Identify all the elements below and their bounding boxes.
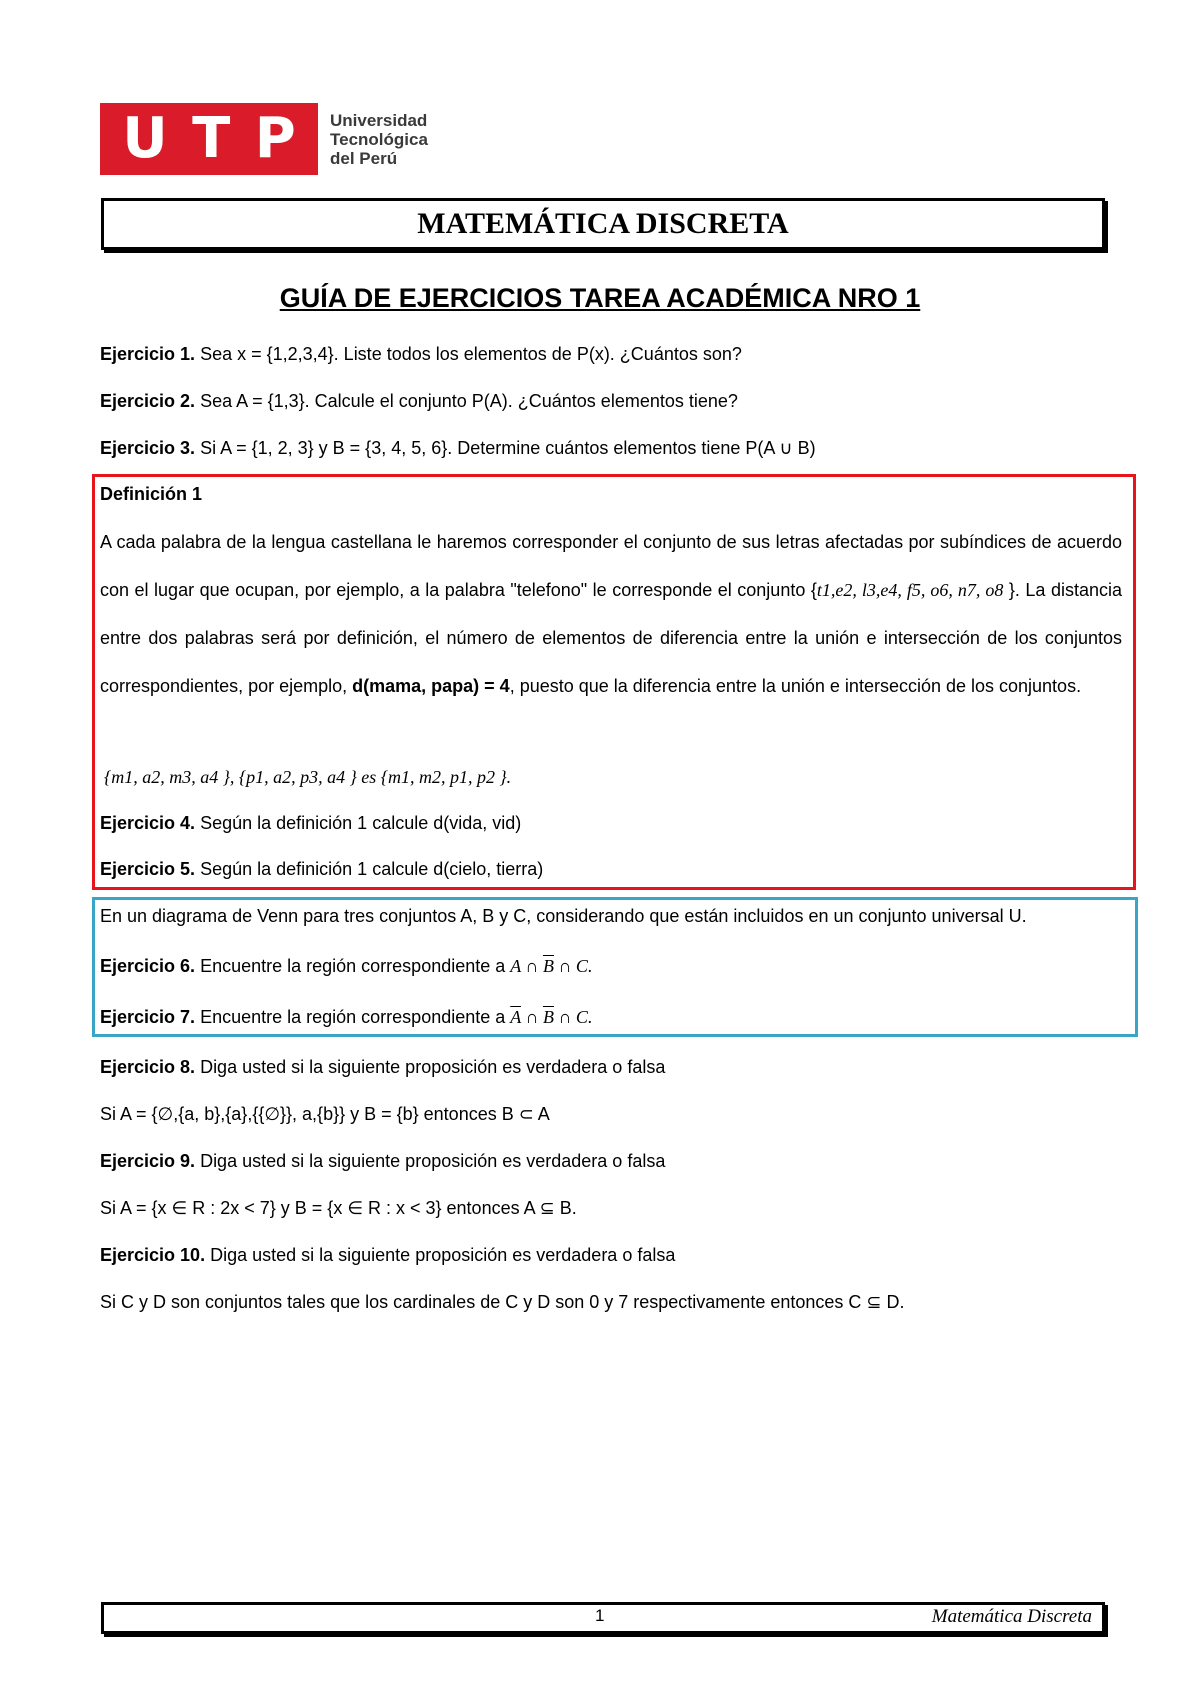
- exercise-4-label: Ejercicio 4.: [100, 813, 196, 833]
- exercise-7: [100, 1007, 592, 1028]
- definition-paragraph: [100, 518, 1122, 710]
- exercise-5-label: Ejercicio 5.: [100, 859, 196, 879]
- exercise-9-label: Ejercicio 9.: [100, 1151, 196, 1171]
- utp-logo: [100, 103, 428, 175]
- exercise-4-text: Según la definición 1 calcule d(vida, vid): [195, 813, 522, 833]
- exercise-10: [100, 1245, 675, 1266]
- exercise-4: [100, 813, 521, 834]
- exercise-6-math-b-complement: $\overline{B}$: [542, 956, 554, 976]
- exercise-9: [100, 1151, 665, 1172]
- exercise-1: [100, 344, 742, 365]
- exercise-7-math-a-complement: $\overline{A}$: [510, 1007, 521, 1027]
- definition-text-3: , puesto que la diferencia entre la unión e intersección de los conjuntos.: [509, 676, 1082, 696]
- exercise-6-text: Encuentre la región correspondiente a: [195, 956, 511, 976]
- exercise-2-text: Sea A = {1,3}. Calcule el conjunto P(A). ¿Cuántos elementos tiene?: [195, 391, 738, 411]
- title-box: [101, 198, 1105, 250]
- page-subtitle: GUÍA DE EJERCICIOS TAREA ACADÉMICA NRO 1: [279, 283, 921, 313]
- exercise-10-text: Diga usted si la siguiente proposición es verdadera o falsa: [205, 1245, 676, 1265]
- exercise-6-math-a: A ∩: [510, 956, 543, 976]
- exercise-6-label: Ejercicio 6.: [100, 956, 196, 976]
- exercise-6: [100, 956, 592, 977]
- logo-letter-u: U: [122, 106, 168, 171]
- exercise-7-math-c: ∩ C.: [553, 1007, 593, 1027]
- exercise-10-label: Ejercicio 10.: [100, 1245, 206, 1265]
- definition-text-1: A cada palabra de la lengua castellana le haremos corresponder el conjunto de sus letras afectadas por subíndices de acuerdo con el lugar que ocupan, por ejemplo, a la palabra "telefono" le corresponde el conjunto {: [100, 532, 1122, 600]
- definition-set-telefono: t1,e2, l3,e4, f5, o6, n7, o8: [816, 580, 1004, 600]
- exercise-3: [100, 438, 816, 459]
- logo-line-2: Tecnológica: [330, 129, 428, 149]
- exercise-1-text: Sea x = {1,2,3,4}. Liste todos los elementos de P(x). ¿Cuántos son?: [195, 344, 742, 364]
- exercise-3-text: Si A = {1, 2, 3} y B = {3, 4, 5, 6}. Determine cuántos elementos tiene P(A ∪ B): [195, 438, 816, 458]
- footer-title: Matemática Discreta: [931, 1606, 1092, 1627]
- exercise-8-text: Diga usted si la siguiente proposición es verdadera o falsa: [195, 1057, 666, 1077]
- exercise-10-statement: Si C y D son conjuntos tales que los cardinales de C y D son 0 y 7 respectivamente entonces C ⊆ D.: [100, 1292, 905, 1312]
- exercise-6-math-c: ∩ C.: [553, 956, 593, 976]
- exercise-8: [100, 1057, 665, 1078]
- exercise-7-math-b-complement: $\overline{B}$: [542, 1007, 554, 1027]
- exercise-7-label: Ejercicio 7.: [100, 1007, 196, 1027]
- venn-intro: En un diagrama de Venn para tres conjuntos A, B y C, considerando que están incluidos en un conjunto universal U.: [100, 906, 1027, 926]
- exercise-9-statement: Si A = {x ∈ R : 2x < 7} y B = {x ∈ R : x < 3} entonces A ⊆ B.: [100, 1198, 577, 1218]
- exercise-7-math-cap: ∩: [520, 1007, 543, 1027]
- logo-line-3: del Perú: [330, 148, 398, 168]
- definition-example: d(mama, papa) = 4: [352, 676, 510, 696]
- exercise-7-text: Encuentre la región correspondiente a: [195, 1007, 511, 1027]
- definition-sets-line: {m1, a2, m3, a4 }, {p1, a2, p3, a4 } es {m1, m2, p1, p2 }.: [104, 767, 512, 787]
- definition-title: Definición 1: [100, 484, 203, 504]
- definition-text-2: }. La distancia entre dos palabras será por definición, el número de elementos de diferencia entre la unión e intersección de los conjuntos correspondientes, por ejemplo,: [100, 580, 1122, 696]
- exercise-9-text: Diga usted si la siguiente proposición es verdadera o falsa: [195, 1151, 666, 1171]
- exercise-5-text: Según la definición 1 calcule d(cielo, tierra): [195, 859, 544, 879]
- logo-mark: [100, 103, 318, 175]
- logo-letter-p: P: [254, 106, 296, 171]
- exercise-1-label: Ejercicio 1.: [100, 344, 196, 364]
- exercise-3-label: Ejercicio 3.: [100, 438, 196, 458]
- logo-line-1: Universidad: [330, 110, 428, 130]
- logo-text: [330, 111, 428, 168]
- exercise-8-statement: Si A = {∅,{a, b},{a},{{∅}}, a,{b}} y B = {b} entonces B ⊂ A: [100, 1104, 550, 1124]
- page-title: MATEMÁTICA DISCRETA: [417, 207, 789, 240]
- exercise-2: [100, 391, 738, 412]
- exercise-8-label: Ejercicio 8.: [100, 1057, 196, 1077]
- page-number: 1: [595, 1606, 605, 1625]
- exercise-2-label: Ejercicio 2.: [100, 391, 196, 411]
- exercise-5: [100, 859, 543, 880]
- logo-letter-t: T: [192, 106, 231, 171]
